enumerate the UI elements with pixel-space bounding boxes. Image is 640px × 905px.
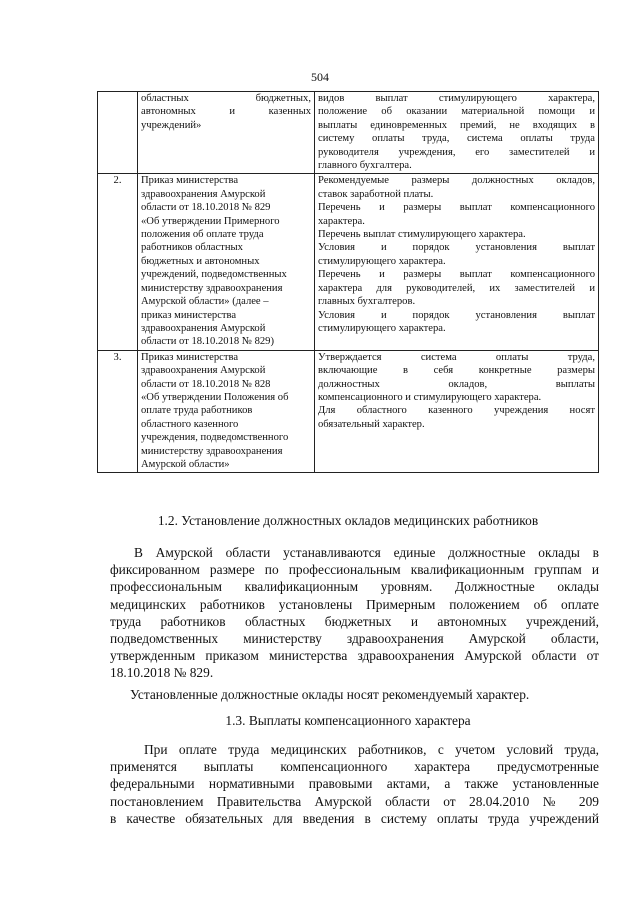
paragraph-line: профессиональным квалификационным уровням. Должностные оклады	[110, 579, 599, 595]
document-line: министерству здравоохранения	[141, 445, 283, 457]
section-1-2-paragraph-1	[110, 544, 599, 682]
document-line: учреждений, подведомственных	[141, 269, 287, 281]
description-line: Утверждается система оплаты труда,	[318, 351, 595, 363]
description-line: компенсационного и стимулирующего характера.	[318, 391, 542, 403]
description-line: систему оплаты труда, система оплаты труда	[318, 133, 595, 145]
paragraph-line: фиксированном размере по профессиональным квалификационным группам и	[110, 562, 599, 578]
document-line: министерству здравоохранения	[141, 282, 283, 294]
description-line: Перечень и размеры выплат компенсационного	[318, 202, 595, 214]
documents-table	[97, 91, 599, 473]
paragraph-line: федеральными нормативными правовыми актами, а также установленные	[110, 776, 599, 792]
description-line: Для областного казенного учреждения носят	[318, 405, 595, 417]
paragraph-line: В Амурской области устанавливаются единые должностные оклады в	[134, 545, 599, 560]
paragraph-line: постановлением Правительства Амурской области от 28.04.2010 № 209	[110, 793, 599, 809]
document-line: оплате труда работников	[141, 405, 253, 417]
document-line: работников областных	[141, 242, 243, 254]
document-line: здравоохранения Амурской	[141, 188, 266, 200]
description-cell	[315, 174, 599, 350]
description-line: характера.	[318, 215, 365, 227]
document-line: здравоохранения Амурской	[141, 322, 266, 334]
document-line: Приказ министерства	[141, 175, 239, 187]
section-1-2-paragraph-2: Установленные должностные оклады носят рекомендуемый характер.	[130, 687, 530, 702]
table-row	[98, 174, 599, 350]
description-line: обязательный характер.	[318, 418, 425, 430]
description-line: главного бухгалтера.	[318, 160, 412, 172]
description-line: выплаты единовременных премий, не входящих в	[318, 119, 595, 131]
document-line: «Об утверждении Примерного	[141, 215, 280, 227]
document-line: области от 18.10.2018 № 829	[141, 202, 271, 214]
description-line: Условия и порядок установления выплат	[318, 309, 595, 321]
description-line: главных бухгалтеров.	[318, 296, 416, 308]
description-line: Условия и порядок установления выплат	[318, 242, 595, 254]
document-cell	[138, 350, 315, 473]
paragraph-line: в качестве обязательных для введения в систему оплаты труда учреждений	[110, 810, 599, 826]
section-1-3-paragraph	[110, 741, 599, 827]
document-cell	[138, 92, 315, 174]
document-line: «Об утверждении Положения об	[141, 391, 289, 403]
table-row	[98, 92, 599, 174]
paragraph-line: При оплате труда медицинских работников, с учетом условий труда,	[144, 742, 599, 757]
document-line: учреждения, подведомственного	[141, 432, 289, 444]
document-line: здравоохранения Амурской	[141, 365, 266, 377]
document-line: приказ министерства	[141, 309, 237, 321]
description-line: стимулирующего характера.	[318, 255, 446, 267]
section-1-3-title: 1.3. Выплаты компенсационного характера	[225, 713, 471, 728]
document-line: Амурской области» (далее –	[141, 296, 269, 308]
paragraph-line: применятся выплаты компенсационного характера предусмотренные	[110, 759, 599, 775]
document-line: Приказ министерства	[141, 351, 239, 363]
document-line: областных бюджетных,	[141, 93, 311, 104]
description-line: характера для руководителей, их заместителей и	[318, 282, 595, 294]
description-line: включающие в себя конкретные размеры	[318, 365, 595, 377]
description-line: Перечень выплат стимулирующего характера.	[318, 229, 526, 241]
description-line: видов выплат стимулирующего характера,	[318, 93, 595, 104]
row-number-cell: 2.	[98, 174, 138, 350]
document-line: области от 18.10.2018 № 829)	[141, 336, 274, 348]
description-line: положение об оказании материальной помощи и	[318, 106, 595, 118]
description-line: Перечень и размеры выплат компенсационного	[318, 269, 595, 281]
row-number-cell: 3.	[98, 350, 138, 473]
document-cell	[138, 174, 315, 350]
document-line: учреждений»	[141, 119, 202, 131]
document-line: положения об оплате труда	[141, 229, 264, 241]
row-number-cell	[98, 92, 138, 174]
paragraph-line: подведомственных министерству здравоохранения Амурской области,	[110, 631, 599, 647]
description-line: стимулирующего характера.	[318, 322, 446, 334]
description-line: руководителя учреждения, его заместителей и	[318, 146, 595, 158]
description-line: должностных окладов, выплаты	[318, 378, 595, 390]
document-line: бюджетных и автономных	[141, 255, 260, 267]
paragraph-line: труда работников областных бюджетных и автономных учреждений,	[110, 613, 599, 629]
document-line: области от 18.10.2018 № 828	[141, 378, 271, 390]
description-line: Рекомендуемые размеры должностных окладов,	[318, 175, 595, 187]
document-line: автономных и казенных	[141, 106, 311, 118]
description-cell	[315, 350, 599, 473]
paragraph-line: медицинских работников установлены Примерным положением об оплате	[110, 596, 599, 612]
document-line: областного казенного	[141, 418, 239, 430]
document-line: Амурской области»	[141, 458, 230, 470]
paragraph-line: 18.10.2018 № 829.	[110, 665, 214, 681]
section-1-2-title: 1.2. Установление должностных окладов медицинских работников	[157, 513, 539, 528]
description-cell	[315, 92, 599, 174]
page-number: 504	[311, 70, 329, 84]
description-line: ставок заработной платы.	[318, 188, 434, 200]
table-row	[98, 350, 599, 473]
paragraph-line: утвержденным приказом министерства здравоохранения Амурской области от	[110, 648, 599, 664]
